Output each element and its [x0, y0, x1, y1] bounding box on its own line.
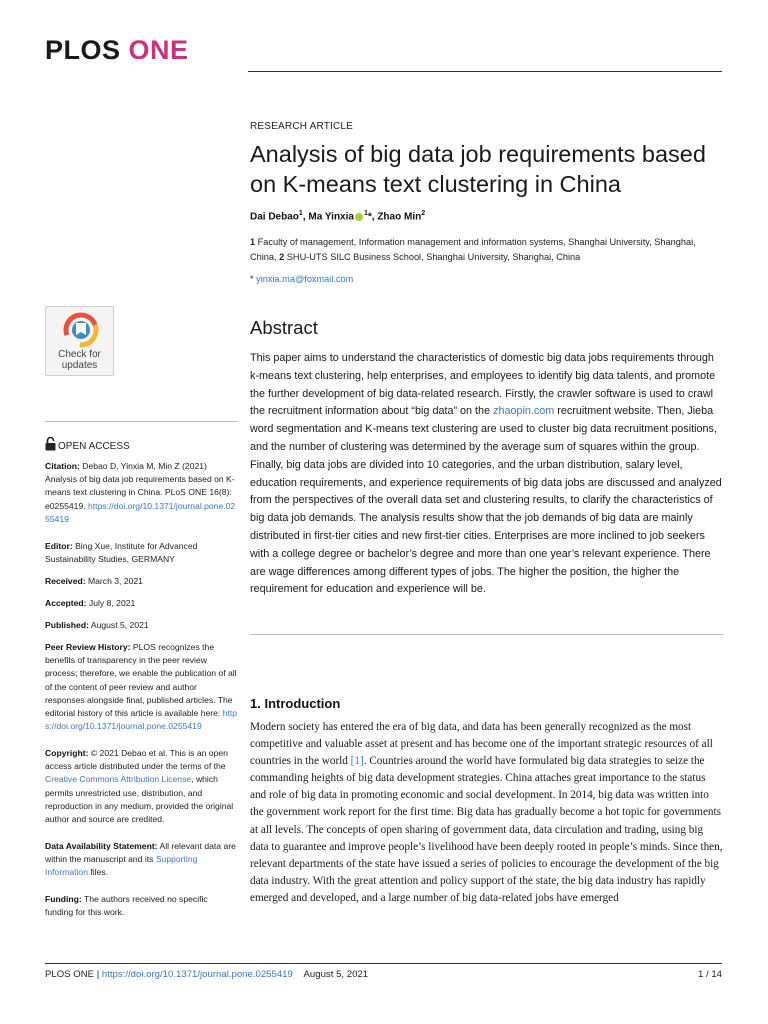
author-affil-sup: 1 — [363, 210, 368, 217]
affil-text: SHU-UTS SILC Business School, Shanghai University, Shanghai, China — [284, 251, 581, 262]
corresponding-author — [250, 274, 724, 284]
article-title: Analysis of big data job requirements based on K-means text clustering in China — [250, 141, 706, 197]
check-label-line: Check for — [58, 349, 101, 360]
email-link[interactable]: yinxia.ma@foxmail.com — [256, 274, 354, 284]
license-link[interactable]: Creative Commons Attribution License — [45, 774, 192, 785]
copyright-text-after: , which permits unrestricted use, distribution, and reproduction in any medium, provided the original author and source are credited. — [45, 774, 234, 825]
article-type: RESEARCH ARTICLE — [250, 121, 354, 132]
data-availability-label: Data Availability Statement: — [45, 841, 158, 851]
header-divider — [248, 71, 722, 72]
check-label-line: updates — [61, 360, 98, 371]
author-affil-sup: 1 — [298, 210, 303, 217]
sidebar-divider — [45, 421, 238, 422]
author-affil-sup: 2 — [421, 210, 426, 217]
open-access-label: OPEN ACCESS — [58, 441, 130, 452]
logo-plos: PLOS — [45, 35, 121, 65]
data-availability-text-after: files. — [88, 867, 109, 878]
affil-number: 1 — [250, 237, 256, 247]
author-name[interactable]: Ma Yinxia — [308, 211, 354, 223]
author-list — [250, 210, 724, 222]
affil-text: Faculty of management, Information management and information systems, Shanghai University, Shanghai, China, — [250, 237, 696, 262]
check-for-updates-button[interactable] — [45, 306, 114, 376]
intro-text-part: . Countries around the world have formulated big data strategies to seize the commanding heights of big data development strategies. China attaches great importance to the status and role of big data in promoting economic and social development. In 2014, big data was written into the government work report for the first time. Big data has gradually become a hot topic for governments at all levels. The concepts of open sharing of government data, data circulation and trading, using big data to guarantee and improve people’s livelihood have been deeply rooted in people’s minds. Since then, relevant departments of the state have issued a series of policies to encourage the development of the big data industry. With the great attention and policy support of the state, the big data industry has rapidly emerged and developed, and a large number of big data-related jobs have emerged — [250, 755, 723, 904]
open-access-badge — [45, 437, 238, 454]
accepted-date: July 8, 2021 — [86, 598, 136, 608]
peer-review-link[interactable]: https://doi.org/10.1371/journal.pone.0255419 — [45, 708, 238, 732]
logo-one: ONE — [128, 35, 189, 65]
citation-label: Citation: — [45, 461, 80, 471]
author-name[interactable]: Dai Debao — [250, 211, 299, 223]
zhaopin-link[interactable]: zhaopin.com — [493, 405, 555, 418]
abstract-text-part: This paper aims to understand the characteristics of domestic big data jobs requirements through k-means text clustering, help enterprises, and employees to identify big data talents, and promote the further development of big data-related research. Firstly, the crawler software is used to crawl the recruitment information about “big data” on the — [250, 352, 716, 418]
footer-separator: | — [94, 969, 102, 980]
published-date: August 5, 2021 — [88, 620, 149, 630]
supporting-information-link[interactable]: Supporting Information — [45, 854, 198, 878]
affiliations — [250, 235, 724, 264]
published-block — [45, 619, 238, 632]
footer-divider — [45, 963, 722, 964]
abstract-text — [250, 350, 724, 599]
crossmark-check-icon — [63, 312, 99, 350]
citation-doi-link[interactable]: https://doi.org/10.1371/journal.pone.0255419 — [45, 500, 236, 524]
citation-text: Debao D, Yinxia M, Min Z (2021) Analysis of big data job requirements based on K-means text clustering in China. PLoS ONE 16(8): e0255419. — [45, 461, 235, 511]
peer-review-block — [45, 641, 238, 733]
published-label: Published: — [45, 620, 89, 630]
author-name[interactable]: Zhao Min — [377, 211, 422, 223]
orcid-icon[interactable] — [355, 213, 363, 221]
peer-review-label: Peer Review History: — [45, 642, 131, 652]
copyright-block — [45, 747, 238, 826]
peer-review-text: PLOS recognizes the benefits of transparency in the peer review process; therefore, we enable the publication of all of the content of peer review and author responses alongside final, published articles. The editorial history of this article is available here: — [45, 642, 237, 719]
page-number: 1 / 14 — [697, 969, 722, 980]
open-lock-icon — [45, 437, 56, 451]
copyright-label: Copyright: — [45, 748, 89, 758]
received-label: Received: — [45, 576, 86, 586]
corresponding-mark: * — [367, 211, 372, 223]
citation-block — [45, 460, 238, 526]
author-separator: , — [371, 211, 378, 223]
footer-journal: PLOS ONE — [45, 969, 95, 980]
intro-text-part: Modern society has entered the era of big data, and data has been generally recognized as the most competitive and valuable asset at present and has become one of the important strategic resources of all countries in the world — [250, 721, 713, 768]
footer-date: August 5, 2021 — [303, 969, 369, 980]
author-separator: , — [302, 211, 309, 223]
reference-link[interactable]: [1] — [350, 755, 364, 768]
check-for-updates-label — [46, 349, 113, 371]
footer-doi-link[interactable]: https://doi.org/10.1371/journal.pone.0255419 — [101, 969, 293, 980]
editor-label: Editor: — [45, 541, 73, 551]
received-block — [45, 575, 238, 588]
editor-text: Bing Xue, Institute for Advanced Sustainability Studies, GERMANY — [45, 541, 198, 565]
affil-number: 2 — [279, 251, 285, 262]
received-date: March 3, 2021 — [85, 576, 143, 586]
data-availability-block — [45, 840, 238, 880]
funding-block — [45, 893, 238, 919]
abstract-heading: Abstract — [250, 317, 318, 338]
footer-citation — [45, 969, 368, 980]
accepted-block — [45, 597, 238, 610]
introduction-heading: 1. Introduction — [250, 696, 341, 711]
introduction-text — [250, 719, 724, 907]
journal-logo[interactable] — [45, 37, 189, 64]
funding-label: Funding: — [45, 894, 82, 904]
abstract-divider — [250, 634, 724, 635]
corresponding-mark: * — [250, 274, 254, 284]
data-availability-text: All relevant data are within the manuscript and its — [45, 841, 236, 865]
accepted-label: Accepted: — [45, 598, 87, 608]
editor-block — [45, 540, 238, 566]
copyright-text: © 2021 Debao et al. This is an open access article distributed under the terms of the — [45, 748, 228, 772]
abstract-text-part: recruitment website. Then, Jieba word segmentation and K-means text clustering are used to cluster big data recruitment positions, and the number of clustering was determined by the average sum of squares within the group. Finally, big data jobs are divided into 10 categories, and the urban distribution, salary level, education requirements, and experience requirements of big data jobs are discussed and analyzed from the perspectives of the overall data set and clustering results, to clarify the characteristics of big data job demands. The analysis results show that the job demands of big data are mainly distributed in first-tier cities and new first-tier cities. Enterprises are more inclined to job seekers with a college degree or bachelor’s degree and more than one year’s relevant experience. There are wage differences among different types of jobs. The higher the position, the higher the requirement for education and experience will be. — [250, 405, 722, 596]
funding-text: The authors received no specific funding for this work. — [45, 894, 208, 918]
